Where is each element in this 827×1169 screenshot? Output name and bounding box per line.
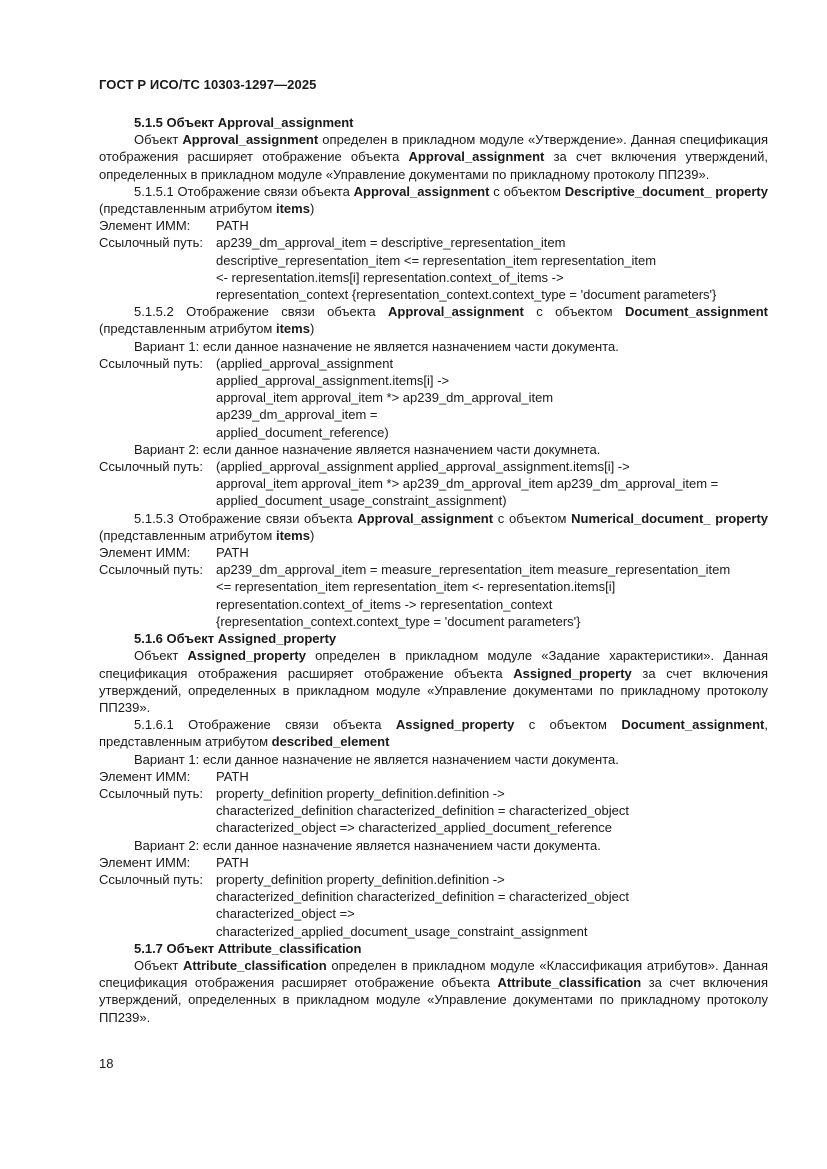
path-line: <= representation_item representation_item <- representation.items[i] — [216, 579, 616, 595]
path-line: characterized_definition characterized_definition = characterized_object — [216, 803, 629, 819]
path-line: approval_item approval_item *> ap239_dm_approval_item — [216, 390, 554, 406]
reference-path-label: Ссылочный путь: — [99, 871, 203, 887]
imm-row — [99, 217, 768, 234]
page-number: 18 — [99, 1056, 114, 1071]
subsection-title-5-1-5-3: 5.1.5.3 Отображение связи объекта Approval_assignment с объектом Numerical_document_ property (представленным атрибутом items) — [99, 510, 768, 543]
imm-row — [99, 768, 768, 785]
path-line: applied_document_usage_constraint_assignment) — [216, 493, 507, 509]
paragraph-assigned-property-intro: Объект Assigned_property определен в прикладном модуле «Задание характеристики». Данная спецификация отображения расширяет отображение объекта Assigned_property за счет включения утверждений, определенных в прикладном модуле «Управление документами по прикладному протоколу ПП239». — [99, 648, 768, 715]
path-line: characterized_object => characterized_applied_document_reference — [216, 820, 613, 836]
reference-path-row — [99, 234, 768, 303]
variant-1-text: Вариант 1: если данное назначение не является назначением части документа. — [134, 338, 619, 354]
imm-label: Элемент ИММ: — [99, 545, 191, 561]
reference-path-value — [216, 458, 768, 510]
imm-label: Элемент ИММ: — [99, 854, 191, 870]
path-line: property_definition property_definition.definition -> — [216, 785, 505, 801]
variant-1-text: Вариант 1: если данное назначение не является назначением части документа. — [134, 751, 619, 767]
reference-path-value — [216, 871, 768, 940]
reference-path-row — [99, 871, 768, 940]
path-line: approval_item approval_item *> ap239_dm_approval_item ap239_dm_approval_item = — [216, 476, 719, 492]
path-line: characterized_definition characterized_definition = characterized_object — [216, 889, 629, 905]
section-heading-5-1-5: 5.1.5 Объект Approval_assignment — [134, 115, 354, 130]
path-line: ap239_dm_approval_item = descriptive_representation_item — [216, 235, 566, 251]
path-line: applied_document_reference) — [216, 424, 389, 440]
page-content — [99, 114, 768, 1026]
path-line: representation.context_of_items -> representation_context — [216, 596, 553, 612]
variant-2-text: Вариант 2: если данное назначение является назначением части документа. — [134, 837, 601, 853]
path-line: property_definition property_definition.definition -> — [216, 871, 505, 887]
reference-path-label: Ссылочный путь: — [99, 235, 203, 251]
paragraph-approval-intro: Объект Approval_assignment определен в прикладном модуле «Утверждение». Данная спецификация отображения расширяет отображение объекта Approval_assignment за счет включения утверждений, определенных в прикладном модуле «Управление документами по прикладному протоколу ПП239». — [99, 132, 768, 182]
reference-path-label: Ссылочный путь: — [99, 459, 203, 475]
imm-value: PATH — [216, 218, 249, 234]
subsection-title-5-1-6-1: 5.1.6.1 Отображение связи объекта Assigned_property с объектом Document_assignment, представленным атрибутом described_element — [99, 717, 768, 750]
path-line: characterized_applied_document_usage_constraint_assignment — [216, 923, 588, 939]
subsection-title-5-1-5-1: 5.1.5.1 Отображение связи объекта Approval_assignment с объектом Descriptive_document_ property (представленным атрибутом items) — [99, 183, 768, 217]
reference-path-value — [216, 561, 768, 630]
imm-label: Элемент ИММ: — [99, 218, 191, 234]
imm-row — [99, 544, 768, 561]
imm-value: PATH — [216, 768, 249, 784]
section-heading-5-1-7: 5.1.7 Объект Attribute_classification — [134, 940, 362, 956]
section-heading-5-1-6: 5.1.6 Объект Assigned_property — [134, 631, 337, 647]
imm-value: PATH — [216, 854, 249, 870]
reference-path-row — [99, 355, 768, 441]
imm-row — [99, 854, 768, 871]
reference-path-label: Ссылочный путь: — [99, 785, 203, 801]
reference-path-label: Ссылочный путь: — [99, 355, 203, 371]
path-line: representation_context {representation_context.context_type = 'document parameters'} — [216, 287, 717, 303]
subsection-title-5-1-5-2: 5.1.5.2 Отображение связи объекта Approval_assignment с объектом Document_assignment (представленным атрибутом items) — [99, 304, 768, 337]
path-line: ap239_dm_approval_item = — [216, 407, 378, 423]
path-line: (applied_approval_assignment — [216, 355, 394, 371]
reference-path-value — [216, 355, 768, 441]
variant-2-text: Вариант 2: если данное назначение является назначением части докумнета. — [134, 441, 601, 457]
path-line: characterized_object => — [216, 906, 355, 922]
reference-path-value — [216, 785, 768, 837]
path-line: {representation_context.context_type = 'document parameters'} — [216, 613, 581, 629]
path-line: descriptive_representation_item <= representation_item representation_item — [216, 252, 657, 268]
imm-value: PATH — [216, 545, 249, 561]
imm-label: Элемент ИММ: — [99, 768, 191, 784]
reference-path-label: Ссылочный путь: — [99, 562, 203, 578]
path-line: applied_approval_assignment.items[i] -> — [216, 373, 450, 389]
path-line: (applied_approval_assignment applied_approval_assignment.items[i] -> — [216, 459, 630, 475]
reference-path-row — [99, 458, 768, 510]
reference-path-row — [99, 785, 768, 837]
page-header: ГОСТ Р ИСО/ТС 10303-1297—2025 — [99, 77, 317, 92]
paragraph-attribute-classification-intro: Объект Attribute_classification определен в прикладном модуле «Классификация атрибутов». Данная спецификация отображения расширяет отображение объекта Attribute_classification за счет включения утверждений, определенных в прикладном модуле «Управление документами по прикладному протоколу ПП239». — [99, 957, 768, 1025]
reference-path-row — [99, 561, 768, 630]
reference-path-value — [216, 234, 768, 303]
path-line: <- representation.items[i] representation.context_of_items -> — [216, 269, 564, 285]
path-line: ap239_dm_approval_item = measure_representation_item measure_representation_item — [216, 562, 731, 578]
